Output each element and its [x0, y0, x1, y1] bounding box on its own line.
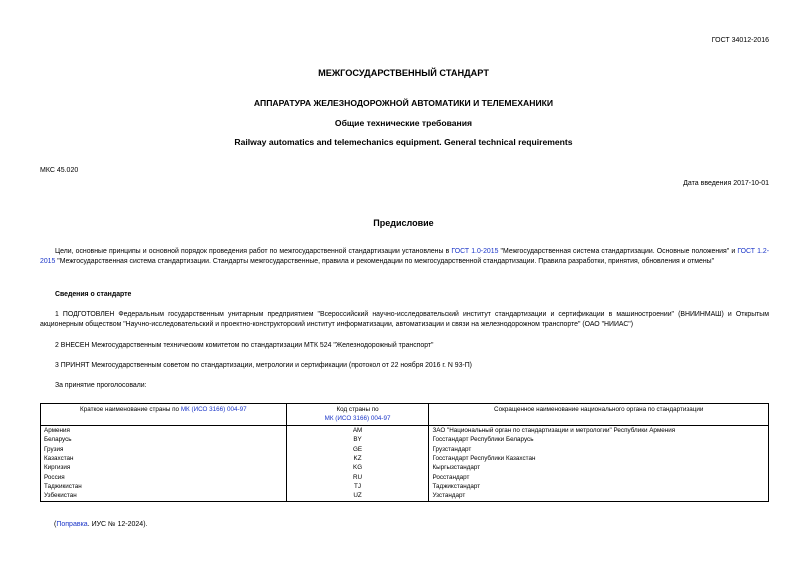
col-body-header: Сокращенное наименование национального органа по стандартизации	[429, 404, 769, 426]
col-code-header	[286, 404, 429, 426]
voting-table	[40, 403, 769, 502]
info-heading: Сведения о стандарте	[55, 291, 132, 298]
body-cell: Узстандарт	[429, 491, 769, 501]
country-cell: Узбекистан	[41, 491, 287, 501]
country-cell: Россия	[41, 473, 287, 482]
table-row	[41, 445, 769, 454]
code-cell: GE	[286, 445, 429, 454]
mk-iso-link[interactable]: МК (ИСО 3166) 004-97	[180, 406, 247, 413]
code-cell: KZ	[286, 454, 429, 463]
foreword-heading: Предисловие	[373, 218, 434, 228]
col-country-text: Краткое наименование страны по	[80, 406, 181, 413]
mks-code: МКС 45.020	[40, 167, 79, 174]
body-cell: Грузстандарт	[429, 445, 769, 454]
code-cell: KG	[286, 463, 429, 472]
country-cell: Киргизия	[41, 463, 287, 472]
table-row	[41, 473, 769, 482]
foreword-text: "Межгосударственная система стандартизации. Стандарты межгосударственные, правила и рекомендации по межгосударственной стандартизации. Правила разработки, принятия, обновления и отмены"	[55, 258, 715, 266]
body-cell: Госстандарт Республики Беларусь	[429, 435, 769, 444]
subtitle-ru: Общие технические требования	[334, 118, 473, 128]
foreword-paragraph	[40, 247, 769, 268]
foreword-text: "Межгосударственная система стандартизации. Основные положения" и	[498, 248, 738, 255]
country-cell: Грузия	[41, 445, 287, 454]
gost-1-0-link[interactable]: ГОСТ 1.0-2015	[451, 248, 499, 255]
table-row	[41, 454, 769, 463]
amendment-link[interactable]: Поправка	[56, 521, 88, 528]
foreword-text: Цели, основные принципы и основной порядок проведения работ по межгосударственной стандартизации установлены в	[55, 248, 452, 255]
body-cell: Росстандарт	[429, 473, 769, 482]
body-cell: Таджикстандарт	[429, 482, 769, 491]
code-cell: AM	[286, 426, 429, 436]
gost-1-2-link[interactable]: ГОСТ 1.2-2015	[40, 248, 770, 266]
body-cell: ЗАО "Национальный орган по стандартизации и метрологии" Республики Армения	[429, 426, 769, 436]
item-adopted: 3 ПРИНЯТ Межгосударственным советом по стандартизации, метрологии и сертификации (протокол от 22 ноября 2016 г. N 93-П)	[55, 362, 472, 369]
doc-code: ГОСТ 34012-2016	[711, 37, 769, 44]
amendment-rest: . ИУС № 12-2024).	[87, 521, 148, 528]
table-header-row	[41, 404, 769, 426]
body-cell: Кыргызстандарт	[429, 463, 769, 472]
item-submitted: 2 ВНЕСЕН Межгосударственным техническим комитетом по стандартизации МТК 524 "Железнодорожный транспорт"	[55, 342, 434, 349]
mk-iso-link[interactable]: МК (ИСО 3166) 004-97	[324, 414, 391, 422]
table-row	[41, 491, 769, 501]
code-cell: UZ	[286, 491, 429, 501]
title-ru: АППАРАТУРА ЖЕЛЕЗНОДОРОЖНОЙ АВТОМАТИКИ И ТЕЛЕМЕХАНИКИ	[253, 98, 554, 108]
table-row	[41, 482, 769, 491]
country-cell: Армения	[41, 426, 287, 436]
intro-date: Дата введения 2017-10-01	[683, 180, 769, 187]
country-cell: Казахстан	[41, 454, 287, 463]
item-prepared: 1 ПОДГОТОВЛЕН Федеральным государственным унитарным предприятием "Всероссийский научно-исследовательский институт стандартизации и сертификации в машиностроении" (ВНИИНМАШ) и Открытым акционерным обществом "Научно-исследовательский и проектно-конструкторский институт информатизации, автоматизации и связи на железнодорожном транспорте" (ОАО "НИИАС")	[40, 311, 769, 329]
col-country-header	[41, 404, 287, 426]
table-row	[41, 463, 769, 472]
amendment-note	[54, 521, 147, 528]
country-cell: Таджикистан	[41, 482, 287, 491]
col-code-text: Код страны по	[336, 406, 379, 413]
standard-type: МЕЖГОСУДАРСТВЕННЫЙ СТАНДАРТ	[318, 68, 489, 78]
code-cell: TJ	[286, 482, 429, 491]
code-cell: RU	[286, 473, 429, 482]
table-row	[41, 435, 769, 444]
table-row	[41, 426, 769, 436]
country-cell: Беларусь	[41, 435, 287, 444]
voted-label: За принятие проголосовали:	[55, 382, 147, 389]
code-cell: BY	[286, 435, 429, 444]
amendment-open: (	[54, 521, 57, 528]
body-cell: Госстандарт Республики Казахстан	[429, 454, 769, 463]
title-en: Railway automatics and telemechanics equipment. General technical requirements	[234, 137, 573, 147]
